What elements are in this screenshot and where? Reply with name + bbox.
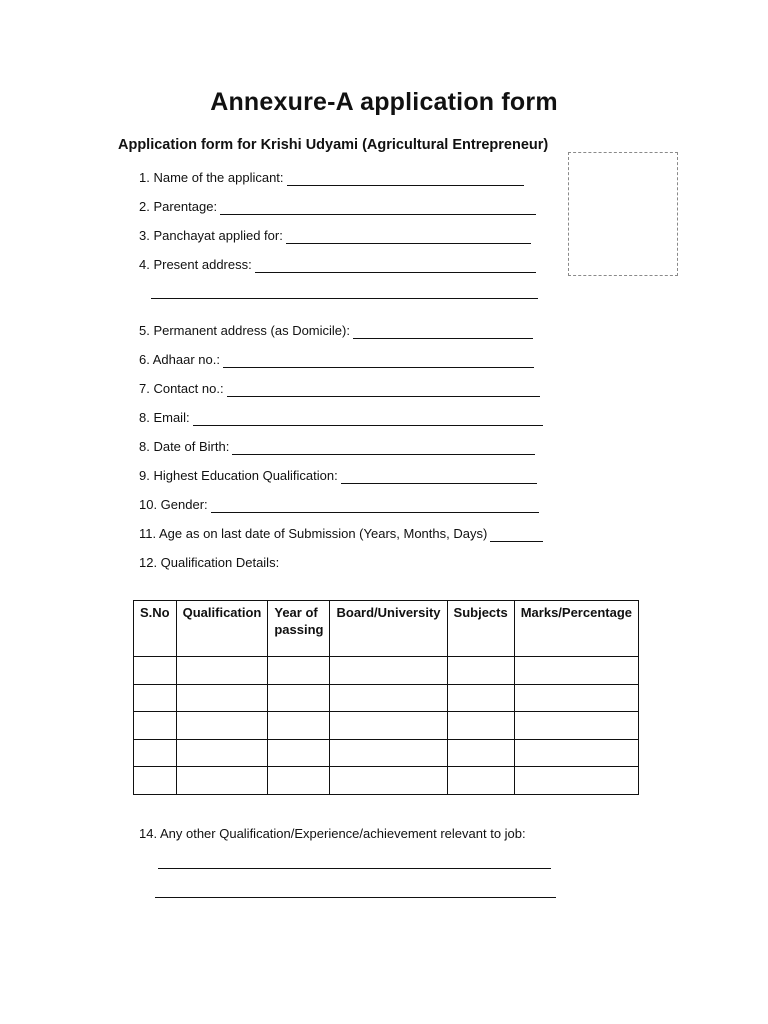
qualification-table [133, 600, 639, 795]
other-qualification-line-1[interactable] [158, 868, 551, 869]
table-cell[interactable] [514, 712, 638, 740]
table-cell[interactable] [514, 767, 638, 795]
field-qualification-details [139, 555, 279, 571]
table-cell[interactable] [330, 657, 447, 685]
table-cell[interactable] [134, 712, 177, 740]
field-dob-label: 8. Date of Birth: [139, 439, 230, 454]
field-panchayat-line[interactable] [286, 230, 531, 244]
header-marks-percentage: Marks/Percentage [514, 601, 638, 657]
field-permanent-address-line[interactable] [353, 325, 533, 339]
field-present-address-line[interactable] [255, 259, 536, 273]
field-email-line[interactable] [193, 412, 543, 426]
field-parentage-line[interactable] [220, 201, 536, 215]
field-dob-line[interactable] [232, 441, 535, 455]
form-subtitle: Application form for Krishi Udyami (Agricultural Entrepreneur) [118, 137, 549, 153]
table-cell[interactable] [447, 684, 514, 712]
other-qualification-line-2[interactable] [155, 897, 556, 898]
table-cell[interactable] [176, 739, 268, 767]
field-panchayat [139, 228, 531, 244]
field-parentage-label: 2. Parentage: [139, 199, 218, 214]
field-education-line[interactable] [341, 470, 537, 484]
table-cell[interactable] [268, 684, 330, 712]
table-row [134, 684, 639, 712]
field-other-qualification-label: 14. Any other Qualification/Experience/achievement relevant to job: [139, 826, 526, 841]
field-education [139, 468, 537, 484]
field-gender-line[interactable] [211, 499, 539, 513]
table-cell[interactable] [514, 657, 638, 685]
table-cell[interactable] [447, 657, 514, 685]
table-cell[interactable] [514, 739, 638, 767]
header-subjects: Subjects [447, 601, 514, 657]
field-panchayat-label: 3. Panchayat applied for: [139, 228, 283, 243]
field-permanent-address-label: 5. Permanent address (as Domicile): [139, 323, 350, 338]
field-name-label: 1. Name of the applicant: [139, 170, 284, 185]
table-cell[interactable] [268, 657, 330, 685]
field-contact [139, 381, 540, 397]
table-row [134, 657, 639, 685]
table-cell[interactable] [134, 657, 177, 685]
field-contact-label: 7. Contact no.: [139, 381, 224, 396]
field-adhaar [139, 352, 534, 368]
table-cell[interactable] [134, 684, 177, 712]
table-cell[interactable] [268, 767, 330, 795]
table-cell[interactable] [176, 684, 268, 712]
form-title: Annexure-A application form [210, 88, 558, 116]
field-age-label: 11. Age as on last date of Submission (Years, Months, Days) [139, 526, 488, 541]
field-parentage [139, 199, 536, 215]
table-cell[interactable] [134, 739, 177, 767]
field-permanent-address [139, 323, 533, 339]
table-cell[interactable] [447, 739, 514, 767]
header-board-university: Board/University [330, 601, 447, 657]
table-cell[interactable] [447, 712, 514, 740]
table-row [134, 712, 639, 740]
field-name [139, 170, 524, 186]
field-dob [139, 439, 535, 455]
table-cell[interactable] [330, 712, 447, 740]
photo-box [568, 152, 678, 276]
table-cell[interactable] [134, 767, 177, 795]
table-cell[interactable] [176, 767, 268, 795]
field-qualification-details-label: 12. Qualification Details: [139, 555, 280, 570]
table-cell[interactable] [514, 684, 638, 712]
header-qualification: Qualification [176, 601, 268, 657]
field-email [139, 410, 543, 426]
table-row [134, 739, 639, 767]
field-name-line[interactable] [287, 172, 524, 186]
field-education-label: 9. Highest Education Qualification: [139, 468, 338, 483]
table-cell[interactable] [447, 767, 514, 795]
field-contact-line[interactable] [227, 383, 540, 397]
field-adhaar-line[interactable] [223, 354, 534, 368]
table-cell[interactable] [268, 739, 330, 767]
field-age [139, 526, 543, 542]
table-cell[interactable] [330, 767, 447, 795]
header-year-of-passing: Year of passing [268, 601, 330, 657]
field-present-address [139, 257, 536, 273]
field-adhaar-label: 6. Adhaar no.: [139, 352, 220, 367]
table-cell[interactable] [330, 739, 447, 767]
header-sno: S.No [134, 601, 177, 657]
present-address-continuation-line[interactable] [151, 298, 538, 299]
field-email-label: 8. Email: [139, 410, 190, 425]
field-present-address-label: 4. Present address: [139, 257, 252, 272]
field-age-line[interactable] [490, 528, 543, 542]
table-cell[interactable] [268, 712, 330, 740]
table-cell[interactable] [176, 657, 268, 685]
field-gender-label: 10. Gender: [139, 497, 208, 512]
field-gender [139, 497, 539, 513]
field-other-qualification [139, 826, 526, 842]
table-header-row [134, 601, 639, 657]
table-row [134, 767, 639, 795]
table-cell[interactable] [176, 712, 268, 740]
table-cell[interactable] [330, 684, 447, 712]
